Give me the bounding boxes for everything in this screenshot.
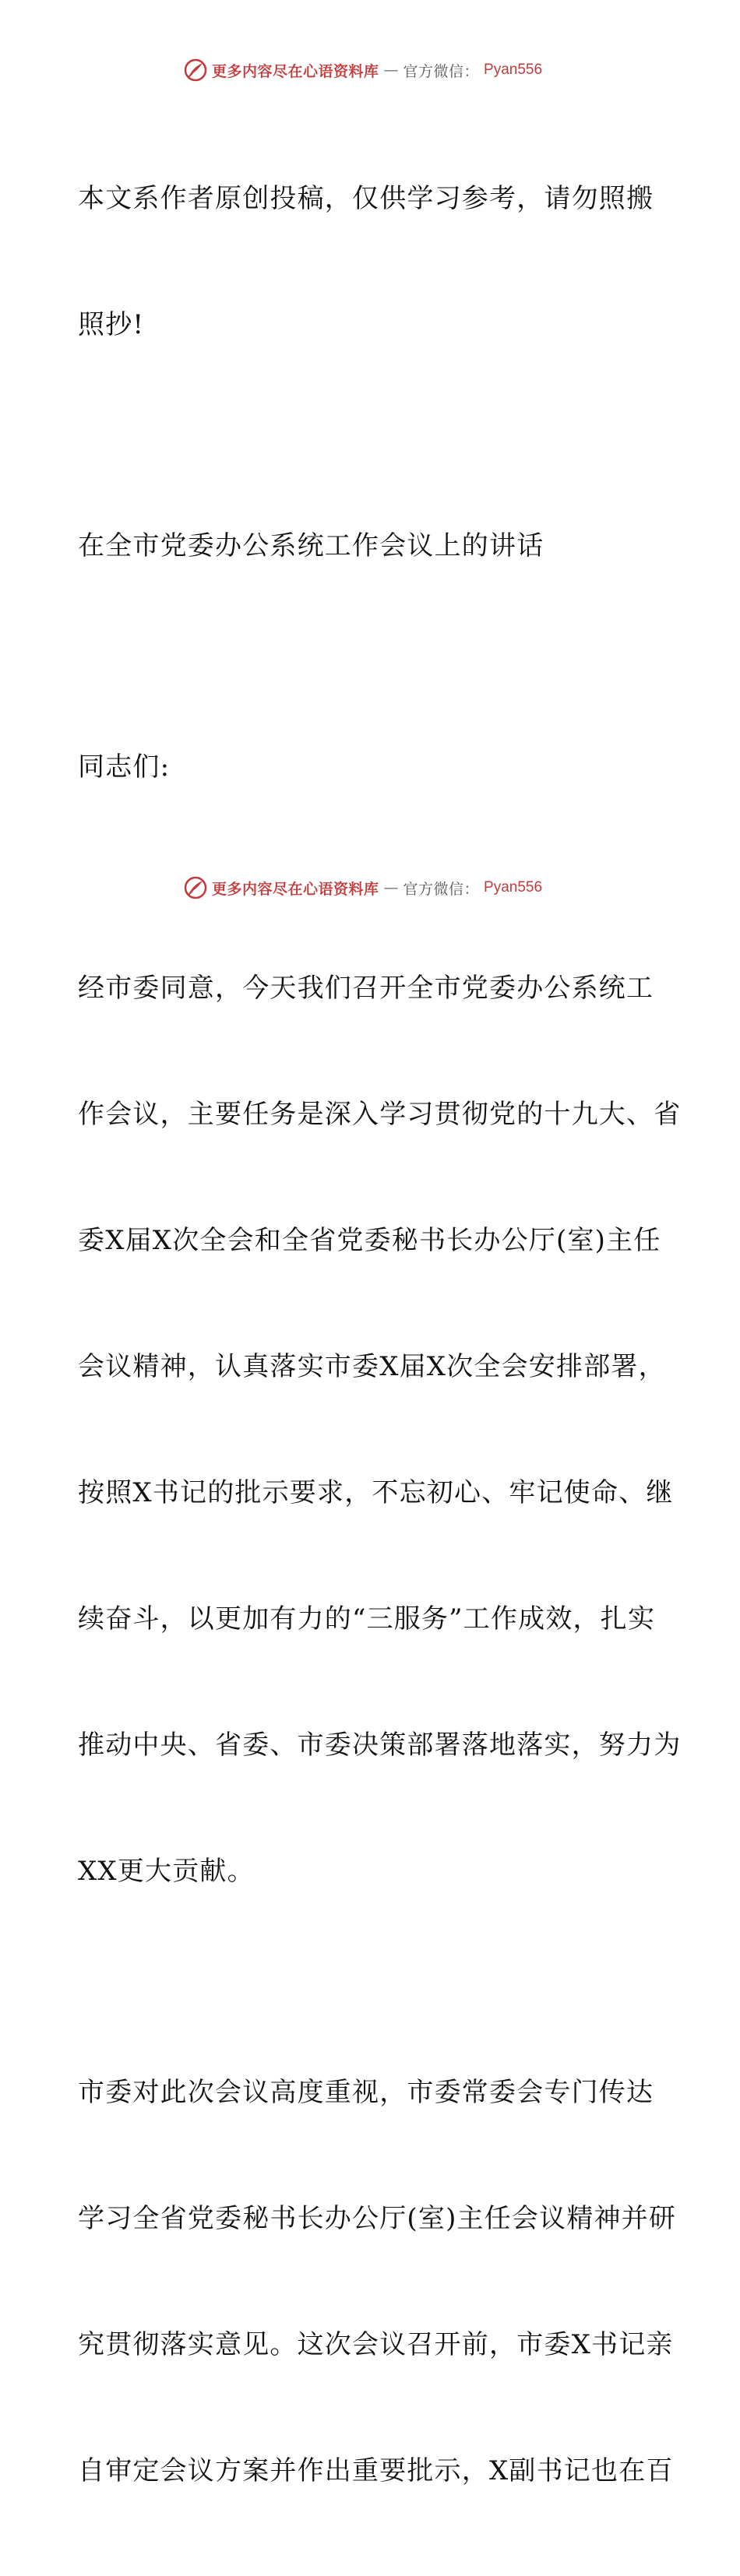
notice-line: 本文系作者原创投稿，仅供学习参考，请勿照搬 [78,183,654,214]
paragraph-line: 经市委同意，今天我们召开全市党委办公系统工 [78,973,654,1004]
paragraph-line: 推动中央、省委、市委决策部署落地落实，努力为 [78,1730,682,1761]
paragraph-line: 究贯彻落实意见。这次会议召开前，市委X书记亲 [78,2329,674,2360]
watermark-official: 官方微信： [403,880,480,898]
paragraph-line: 按照X书记的批示要求，不忘初心、牢记使命、继 [78,1477,674,1508]
paragraph-line: XX更大贡献。 [78,1856,255,1887]
watermark-dash: — [383,879,399,896]
header-watermark [184,56,542,84]
document-title [78,441,662,651]
watermark-brand: 更多内容尽在心语资料库 [212,880,379,898]
document-body [78,93,682,2576]
paragraph-line: 自审定会议方案并作出重要批示，X副书记也在百 [78,2455,674,2486]
watermark-dash: — [383,62,399,79]
paragraph-line: 会议精神，认真落实市委X届X次全会安排部署， [78,1351,666,1382]
paragraph-line: 委X届X次全会和全省党委秘书长办公厅(室)主任 [78,1225,661,1256]
quill-logo-icon [184,876,207,899]
notice-paragraph [78,93,662,430]
quill-logo-icon [184,58,207,82]
paragraph-1 [78,883,682,1976]
salutation [78,662,662,872]
paragraph-line: 学习全省党委秘书长办公厅(室)主任会议精神并研 [78,2203,677,2234]
paragraph-line: 市委对此次会议高度重视，市委常委会专门传达 [78,2077,654,2108]
paragraph-line: 续奋斗，以更加有力的“三服务”工作成效，扎实 [78,1603,656,1635]
notice-line: 照抄! [78,309,145,340]
watermark-id: Pyan556 [484,62,543,78]
paragraph-2 [78,1987,677,2576]
title-line: 在全市党委办公系统工作会议上的讲话 [78,530,544,561]
paragraph-line: 作会议，主要任务是深入学习贯彻党的十九大、省 [78,1099,682,1130]
footer-watermark [184,874,542,902]
watermark-id: Pyan556 [484,879,543,896]
salutation-line: 同志们: [78,751,171,783]
watermark-official: 官方微信： [403,62,480,80]
watermark-brand: 更多内容尽在心语资料库 [212,62,379,80]
